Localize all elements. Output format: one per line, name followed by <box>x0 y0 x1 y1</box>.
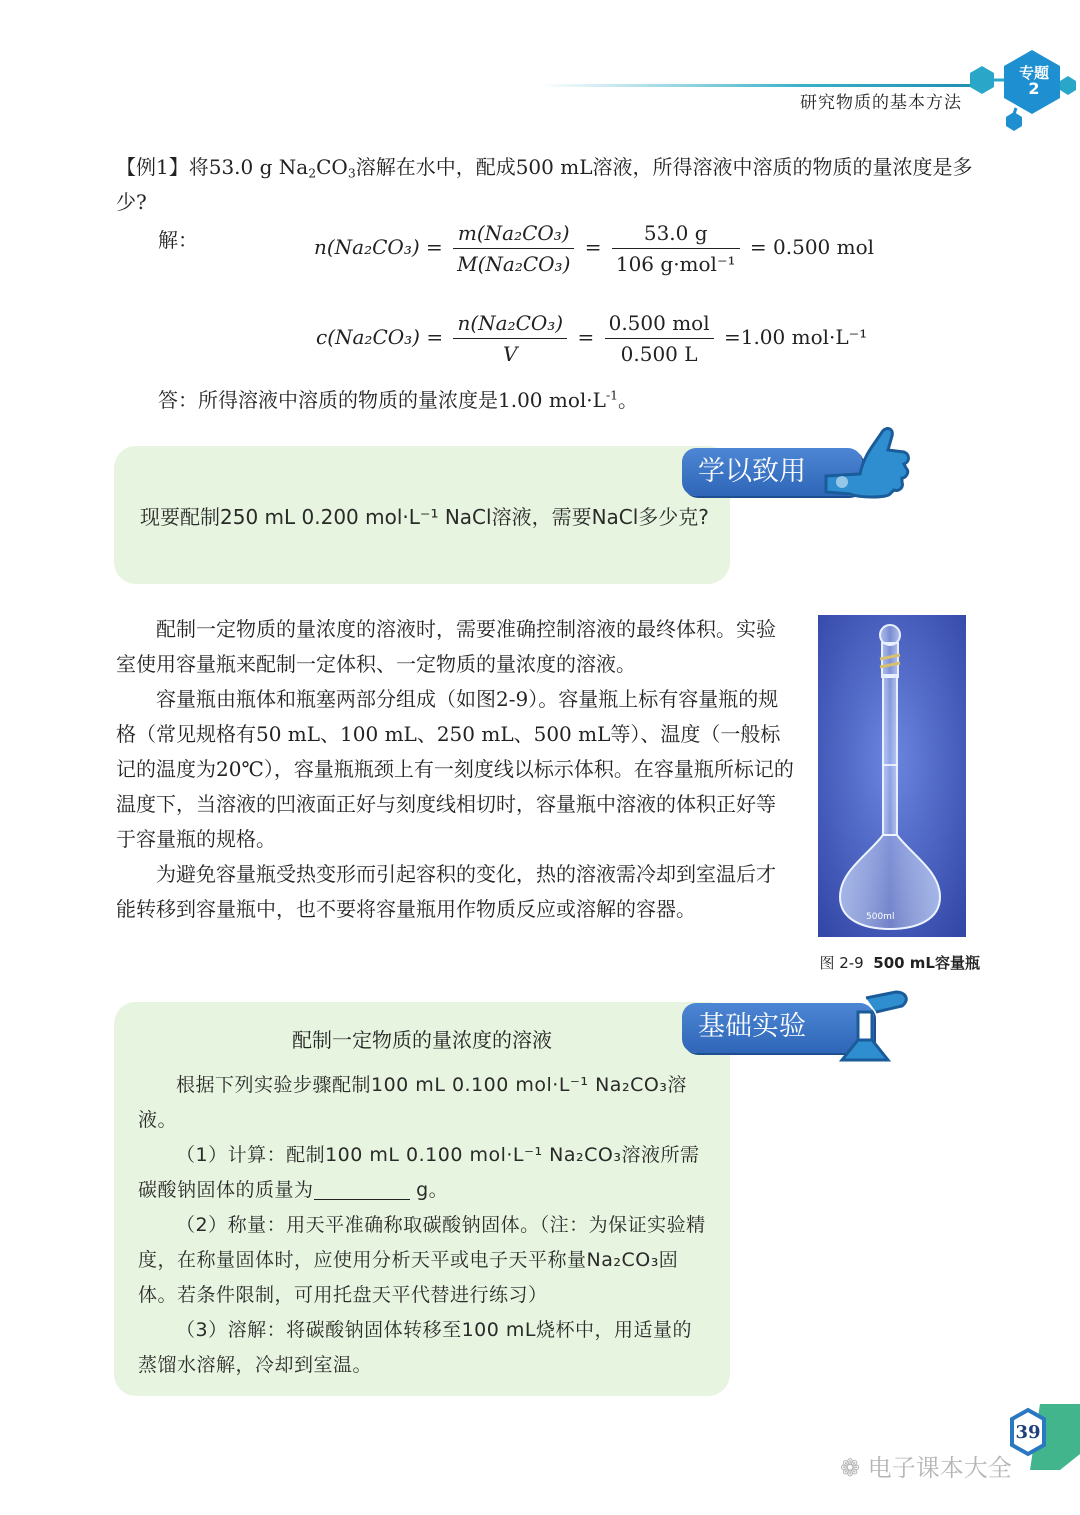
paragraph: 为避免容量瓶受热变形而引起容积的变化，热的溶液需冷却到室温后才能转移到容量瓶中，也不要将容量瓶用作物质反应或溶解的容器。 <box>116 862 776 921</box>
apply-question: 现要配制250 mL 0.200 mol·L⁻¹ NaCl溶液，需要NaCl多少克? <box>140 505 709 529</box>
denominator: 106 g·mol⁻¹ <box>615 252 736 276</box>
example-label: 【例1】 <box>116 155 189 179</box>
denominator: V <box>503 342 518 366</box>
watermark-text: 电子课本大全 <box>867 1454 1012 1482</box>
badge-label: 专题 <box>1018 64 1049 82</box>
answer-blank[interactable] <box>314 1177 410 1200</box>
answer-part: 。 <box>618 388 639 412</box>
answer-part: 答：所得溶液中溶质的物质的量浓度是1.00 mol·L <box>158 388 606 412</box>
paragraph: 配制一定物质的量浓度的溶液时，需要准确控制溶液的最终体积。实验室使用容量瓶来配制一定体积、一定物质的量浓度的溶液。 <box>116 617 776 676</box>
formula-concentration: c(Na₂CO₃) = $\frac{\text{n(Na₂CO₃)}}{V}$ = $\frac{\text{0.500 mol}}{0.500 L}$ =1.00 mol·L⁻¹ <box>316 311 868 366</box>
formula-result: = 0.500 mol <box>749 235 875 259</box>
formula-lhs: c(Na₂CO₃) = <box>316 325 444 349</box>
experiment-step-3: （3）溶解：将碳酸钠固体转移至100 mL烧杯中，用适量的蒸馏水溶解，冷却到室温。 <box>138 1319 692 1376</box>
answer-text: 答：所得溶液中溶质的物质的量浓度是1.00 $mol\cdot L^{-1}$。 <box>158 387 639 412</box>
fraction-symbolic <box>453 310 567 367</box>
fraction-symbolic <box>453 220 574 277</box>
question-part: 将53.0 g Na <box>188 155 309 179</box>
solution-label: 解： <box>158 228 198 252</box>
step-text: （1）计算：配制100 mL 0.100 mol·L⁻¹ Na₂CO₃溶液所需碳酸钠固体的质量为 <box>138 1144 700 1201</box>
numerator: n(Na₂CO₃) <box>453 310 567 339</box>
fraction-numeric <box>605 310 714 367</box>
experiment-body <box>138 1068 708 1383</box>
experiment-tag-label: 基础实验 <box>698 1011 806 1042</box>
watermark <box>840 1448 1012 1483</box>
paragraph: 容量瓶由瓶体和瓶塞两部分组成（如图2-9）。容量瓶上标有容量瓶的规格（常见规格有50 mL、100 mL、250 mL、500 mL等）、温度（一般标记的温度为20℃），容量瓶瓶颈上有一刻度线以标示体积。在容量瓶所标记的温度下，当溶液的凹液面正好与刻度线相切时，容量瓶中溶液的体积正好等于容量瓶的规格。 <box>116 687 794 851</box>
experiment-step-2: （2）称量：用天平准确称取碳酸钠固体。（注：为保证实验精度，在称量固体时，应使用分析天平或电子天平称量Na₂CO₃固体。若条件限制，可用托盘天平代替进行练习） <box>138 1214 706 1306</box>
denominator: 0.500 L <box>620 342 698 366</box>
chapter-badge-text <box>1004 66 1064 96</box>
denominator: M(Na₂CO₃) <box>457 252 571 276</box>
formula-lhs: n(Na₂CO₃) = <box>314 235 443 259</box>
flask-label: 500ml <box>866 912 895 922</box>
step-text: g。 <box>416 1179 449 1201</box>
badge-number: 2 <box>1028 79 1040 98</box>
example-question: 【例1】将53.0 g $Na_2CO_3$溶解在水中，配成500 mL溶液，所得溶液中溶质的物质的量浓度是多少? <box>116 155 973 214</box>
question-part: CO <box>316 155 348 179</box>
question-part: 溶解在水中，配成500 mL溶液，所得溶液中溶质的物质的量浓度是多少? <box>116 155 973 214</box>
experiment-title: 配制一定物质的量浓度的溶液 <box>292 1028 552 1052</box>
numerator: 53.0 g <box>612 220 740 249</box>
numerator: 0.500 mol <box>605 310 714 339</box>
formula-result: =1.00 mol·L⁻¹ <box>723 325 868 349</box>
page-number: 39 <box>1015 1422 1041 1443</box>
experiment-intro: 根据下列实验步骤配制100 mL 0.100 mol·L⁻¹ Na₂CO₃溶液。 <box>138 1074 687 1131</box>
apply-tag-label: 学以致用 <box>698 456 806 487</box>
figure-number: 图 2-9 <box>819 954 864 972</box>
formula-moles: n(Na₂CO₃) = $\frac{\text{m(Na₂CO₃)}}{\text{M(Na₂CO₃)}}$ = $\frac{53.0 g}{\text{106 g·mol⁻¹}}$ = 0.500 mol <box>314 221 875 276</box>
pointing-hand-icon <box>820 424 912 502</box>
flask-clamp-icon <box>836 990 912 1066</box>
volumetric-flask-photo <box>818 615 966 937</box>
main-text <box>116 612 794 927</box>
header-rule <box>540 84 980 87</box>
section-title: 研究物质的基本方法 <box>800 93 962 113</box>
experiment-step-1 <box>138 1138 708 1208</box>
numerator: m(Na₂CO₃) <box>453 220 574 249</box>
volumetric-flask-icon <box>818 615 966 937</box>
wechat-icon: ❁ <box>840 1454 861 1482</box>
fraction-numeric <box>612 220 740 277</box>
figure-title: 500 mL容量瓶 <box>873 954 980 972</box>
figure-caption <box>790 952 980 973</box>
